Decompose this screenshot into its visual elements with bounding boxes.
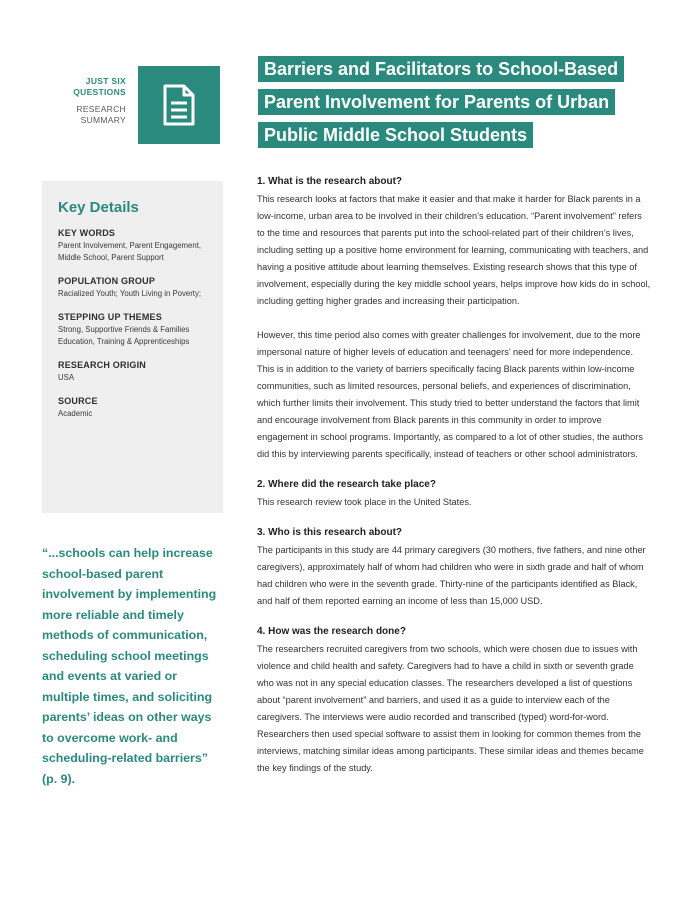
- question-3-paragraph: The participants in this study are 44 primary caregivers (30 mothers, five fathers, and nine other caregivers), approximately half of whom had children who were in sixth grade and half of whom had children who were in the seventh grade. Thirty-nine of the participants identified as Black, and half of them reported earning an income of less than 15,000 USD.: [257, 545, 646, 606]
- title-line-3: Public Middle School Students: [258, 122, 533, 148]
- key-details-heading: Key Details: [58, 199, 139, 216]
- research-origin-label: RESEARCH ORIGIN: [58, 360, 147, 370]
- question-2-paragraph: This research review took place in the United States.: [257, 497, 472, 507]
- title-line-1: Barriers and Facilitators to School-Based: [258, 56, 624, 82]
- key-words-label: KEY WORDS: [58, 228, 116, 238]
- question-1-heading: 1. What is the research about?: [257, 176, 403, 187]
- question-4-paragraph: The researchers recruited caregivers from two schools, which were chosen due to issues with violence and child health and safety. Caregivers had to have a child in sixth or seventh grade who was not in any special education classes. The researchers developed a list of questions about “parent involvement” and barriers, and used it as a guide to interview each of the caregivers. The interviews were audio recorded and transcribed (typed) word-for-word. Researchers then used special software to assist them in looking for common themes from the interviews, matching similar ideas among participants. These similar ideas and themes became the key findings of the study.: [257, 644, 644, 773]
- document-icon-tile: [138, 66, 220, 144]
- source-label: SOURCE: [58, 396, 98, 406]
- document-icon: [162, 84, 196, 126]
- title-line-2: Parent Involvement for Parents of Urban: [258, 89, 615, 115]
- source-value: Academic: [58, 409, 93, 418]
- doc-type-label: RESEARCH SUMMARY: [76, 104, 126, 125]
- key-details-panel: [42, 181, 223, 513]
- series-label: JUST SIX QUESTIONS: [73, 76, 126, 97]
- question-4-heading: 4. How was the research done?: [257, 626, 406, 637]
- main-content: [257, 176, 652, 777]
- research-origin-value: USA: [58, 373, 75, 382]
- population-group-value: Racialized Youth; Youth Living in Poverty;: [58, 289, 202, 298]
- question-1-paragraph-1: This research looks at factors that make it easier and that make it harder for Black parents in a low-income, urban area to be involved in their children’s education. “Parent involvement” refers to the time and resources that parents put into the school-related part of their children’s lives, including setting up a positive home environment for learning, communicating with teachers, and having a positive attitude about learning themselves. Existing research shows that this type of involvement, especially during the key middle school years, helps improve how kids do in school, including getting higher grades and increasing their participation.: [257, 194, 651, 306]
- series-header: [62, 76, 126, 126]
- pull-quote: “...schools can help increase school-based parent involvement by implementing more reliable and timely methods of communication, scheduling school meetings and events at varied or multiple times, and soliciting parents’ ideas on other ways to overcome work- and scheduling-related barriers” (p. 9).: [42, 546, 217, 786]
- question-3-heading: 3. Who is this research about?: [257, 527, 403, 538]
- page-title: [258, 56, 624, 155]
- stepping-up-themes-value: Strong, Supportive Friends & Families Education, Training & Apprenticeships: [58, 325, 190, 346]
- key-words-value: Parent Involvement, Parent Engagement, Middle School, Parent Support: [58, 241, 202, 262]
- population-group-label: POPULATION GROUP: [58, 276, 156, 286]
- question-2-heading: 2. Where did the research take place?: [257, 479, 436, 490]
- stepping-up-themes-label: STEPPING UP THEMES: [58, 312, 162, 322]
- question-1-paragraph-2: However, this time period also comes with greater challenges for involvement, due to the more impersonal nature of higher levels of education and teenagers’ need for more independence. This is in addition to the variety of barriers specifically facing Black parents within low-income communities, such as limited resources, personal beliefs, and experiences of discrimination, which further limits their involvement. This study tried to better understand the factors that limit and encourage involvement from Black parents in this community in order to improve engagement in school programs. Importantly, as compared to a lot of other studies, the authors did this by interviewing parents specifically, instead of teachers or other school administrators.: [257, 330, 643, 459]
